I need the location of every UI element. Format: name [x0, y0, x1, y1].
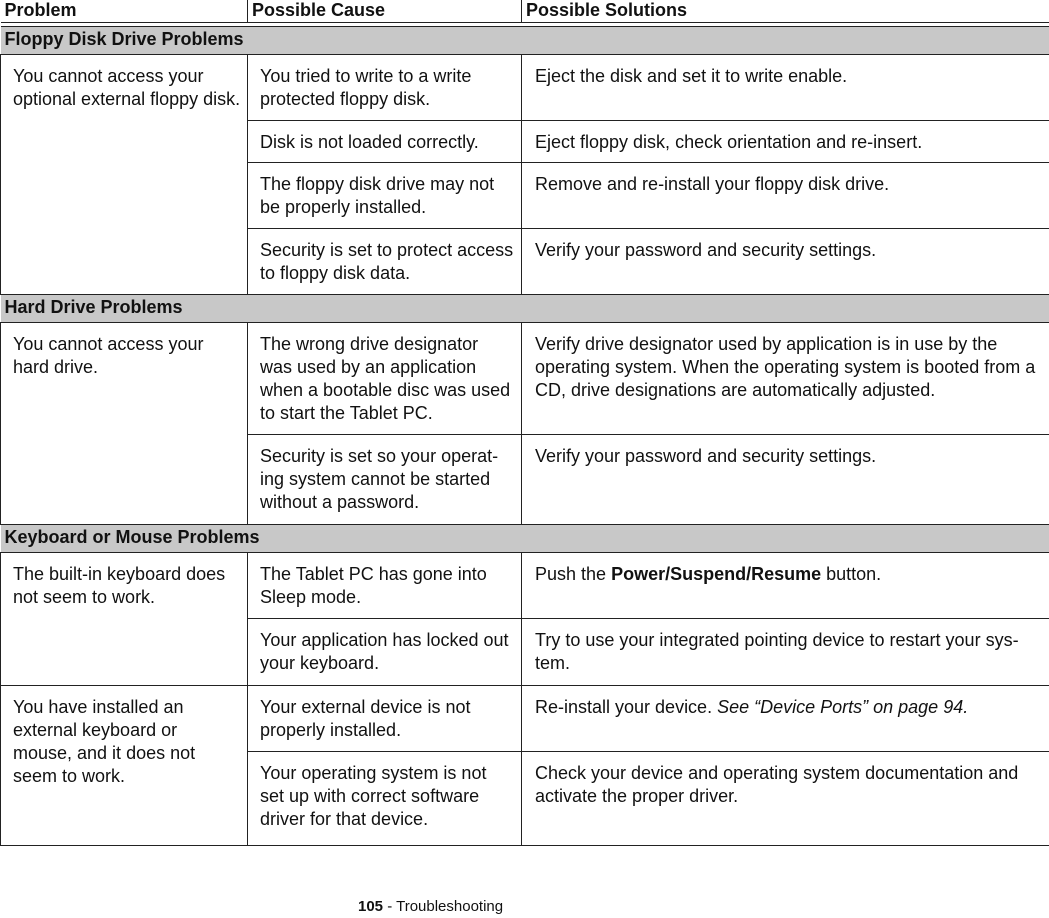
solution-cell	[522, 553, 1049, 619]
header-possible-solutions: Possible Solutions	[522, 0, 1049, 23]
device-ports-reference-link[interactable]: See “Device Ports” on page 94.	[717, 697, 969, 717]
header-row	[1, 0, 1049, 23]
power-suspend-resume-label: Power/Suspend/Resume	[611, 564, 822, 584]
cause-cell: The floppy disk drive may not be properly installed.	[248, 163, 522, 229]
cause-cell: Security is set so your operat-ing system cannot be started without a password.	[248, 435, 522, 525]
cause-cell: Your external device is not properly installed.	[248, 686, 522, 752]
problem-cell: You cannot access your optional external floppy disk.	[1, 55, 248, 295]
cause-cell: Your application has locked out your keyboard.	[248, 619, 522, 686]
solution-cell: Eject floppy disk, check orientation and re-insert.	[522, 121, 1049, 163]
header-problem: Problem	[1, 0, 248, 23]
section-title: Hard Drive Problems	[1, 295, 1049, 323]
cause-cell: The wrong drive designator was used by an application when a bootable disc was used to start the Tablet PC.	[248, 323, 522, 435]
cause-cell: You tried to write to a write protected floppy disk.	[248, 55, 522, 121]
table-row	[1, 553, 1049, 619]
footer-label: Troubleshooting	[396, 898, 504, 915]
problem-cell: You cannot access your hard drive.	[1, 323, 248, 525]
page-footer	[358, 898, 503, 915]
solution-cell: Try to use your integrated pointing device to restart your sys-tem.	[522, 619, 1049, 686]
problem-cell: The built-in keyboard does not seem to work.	[1, 553, 248, 686]
problem-cell: You have installed an external keyboard or mouse, and it does not seem to work.	[1, 686, 248, 846]
section-title: Keyboard or Mouse Problems	[1, 525, 1049, 553]
header-possible-cause: Possible Cause	[248, 0, 522, 23]
cause-cell: The Tablet PC has gone into Sleep mode.	[248, 553, 522, 619]
section-floppy	[1, 27, 1049, 55]
solution-cell: Eject the disk and set it to write enable.	[522, 55, 1049, 121]
solution-text: Re-install your device.	[535, 697, 718, 717]
table-row	[1, 323, 1049, 435]
cause-cell: Disk is not loaded correctly.	[248, 121, 522, 163]
footer-separator: -	[383, 898, 397, 915]
section-hard-drive	[1, 295, 1049, 323]
cause-cell: Security is set to protect access to floppy disk data.	[248, 229, 522, 295]
section-keyboard-mouse	[1, 525, 1049, 553]
solution-text: Push the	[535, 564, 612, 584]
page-number: 105	[358, 898, 384, 915]
solution-cell	[522, 686, 1049, 752]
solution-text: button.	[821, 564, 882, 584]
solution-cell: Verify your password and security settings.	[522, 435, 1049, 525]
solution-cell: Verify drive designator used by application is in use by the operating system. When the operating system is booted from a CD, drive designations are automatically adjusted.	[522, 323, 1049, 435]
solution-cell: Remove and re-install your floppy disk drive.	[522, 163, 1049, 229]
solution-cell: Check your device and operating system documentation and activate the proper driver.	[522, 752, 1049, 846]
cause-cell: Your operating system is not set up with correct software driver for that device.	[248, 752, 522, 846]
table-row	[1, 686, 1049, 752]
section-title: Floppy Disk Drive Problems	[1, 27, 1049, 55]
solution-cell: Verify your password and security settings.	[522, 229, 1049, 295]
table-row	[1, 55, 1049, 121]
